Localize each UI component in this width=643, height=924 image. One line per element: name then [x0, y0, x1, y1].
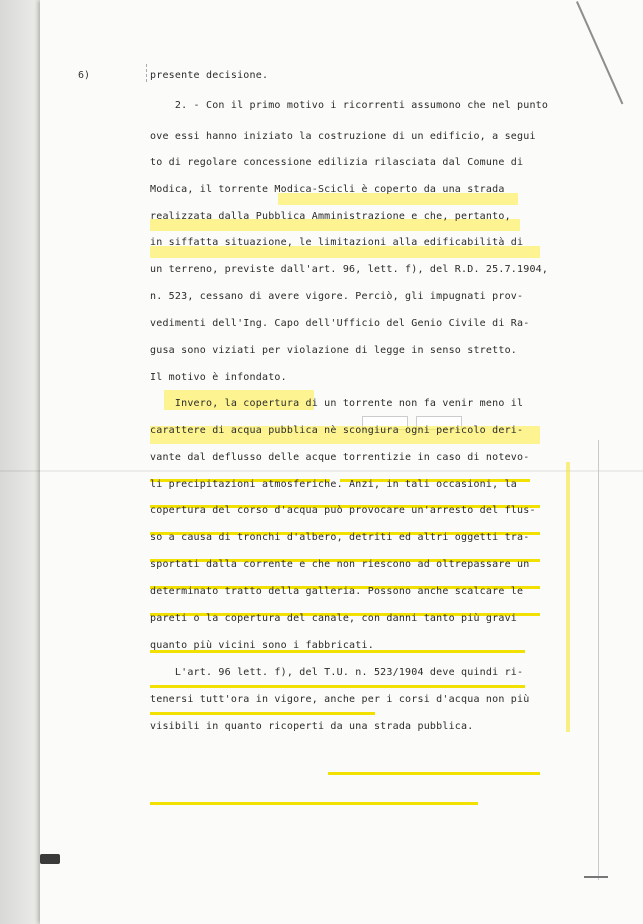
text-line: n. 523, cessano di avere vigore. Perciò, gli impugnati prov-	[150, 291, 524, 302]
underline-mark	[150, 802, 478, 805]
text-line: Il motivo è infondato.	[150, 372, 287, 383]
text-line: L'art. 96 lett. f), del T.U. n. 523/1904 deve quindi ri-	[150, 667, 524, 678]
underline-mark	[328, 772, 540, 775]
text-line: gusa sono viziati per violazione di legge in senso stretto.	[150, 345, 518, 356]
text-line: visibili in quanto ricoperti da una strada pubblica.	[150, 721, 474, 732]
underline-mark	[150, 712, 375, 715]
margin-rule	[146, 64, 147, 82]
text-line: sportati dalla corrente e che non riescono ad oltrepassare un	[150, 559, 530, 570]
text-line: carattere di acqua pubblica nè scongiura ogni pericolo deri-	[150, 425, 524, 436]
margin-highlight-bar	[566, 462, 570, 732]
text-line: Modica, il torrente Modica-Scicli è coperto da una strada	[150, 184, 505, 195]
text-line: vante dal deflusso delle acque torrentizie in caso di notevo-	[150, 452, 530, 463]
text-line: Invero, la copertura di un torrente non fa venir meno il	[150, 398, 524, 409]
paper-fold	[0, 470, 643, 472]
right-margin-rule	[598, 440, 599, 880]
text-line: presente decisione.	[150, 70, 269, 81]
ink-blot	[40, 854, 60, 864]
text-line: pareti o la copertura del canale, con danni tanto più gravi	[150, 613, 518, 624]
text-line: ove essi hanno iniziato la costruzione di un edificio, a segui	[150, 131, 536, 142]
text-line: vedimenti dell'Ing. Capo dell'Ufficio del Genio Civile di Ra-	[150, 318, 530, 329]
text-line: realizzata dalla Pubblica Amministrazione e che, pertanto,	[150, 211, 511, 222]
text-line: quanto più vicini sono i fabbricati.	[150, 640, 374, 651]
text-line: determinato tratto della galleria. Possono anche scalcare le	[150, 586, 524, 597]
text-line: tenersi tutt'ora in vigore, anche per i corsi d'acqua non più	[150, 694, 530, 705]
text-line: in siffatta situazione, le limitazioni alla edificabilità di	[150, 237, 524, 248]
text-line: 2. - Con il primo motivo i ricorrenti assumono che nel punto	[150, 100, 549, 111]
margin-marker: 6)	[78, 70, 91, 81]
text-line: copertura del corso d'acqua può provocare un'arresto del flus-	[150, 505, 536, 516]
text-line: so a causa di tronchi d'albero, detriti ed altri oggetti tra-	[150, 532, 530, 543]
page-left-edge	[0, 0, 40, 924]
text-line: li precipitazioni atmosferiche. Anzi, in tali occasioni, la	[150, 479, 518, 490]
underline-mark	[150, 685, 525, 688]
text-line: un terreno, previste dall'art. 96, lett. f), del R.D. 25.7.1904,	[150, 264, 549, 275]
text-line: to di regolare concessione edilizia rilasciata dal Comune di	[150, 157, 524, 168]
footer-mark	[584, 876, 608, 878]
